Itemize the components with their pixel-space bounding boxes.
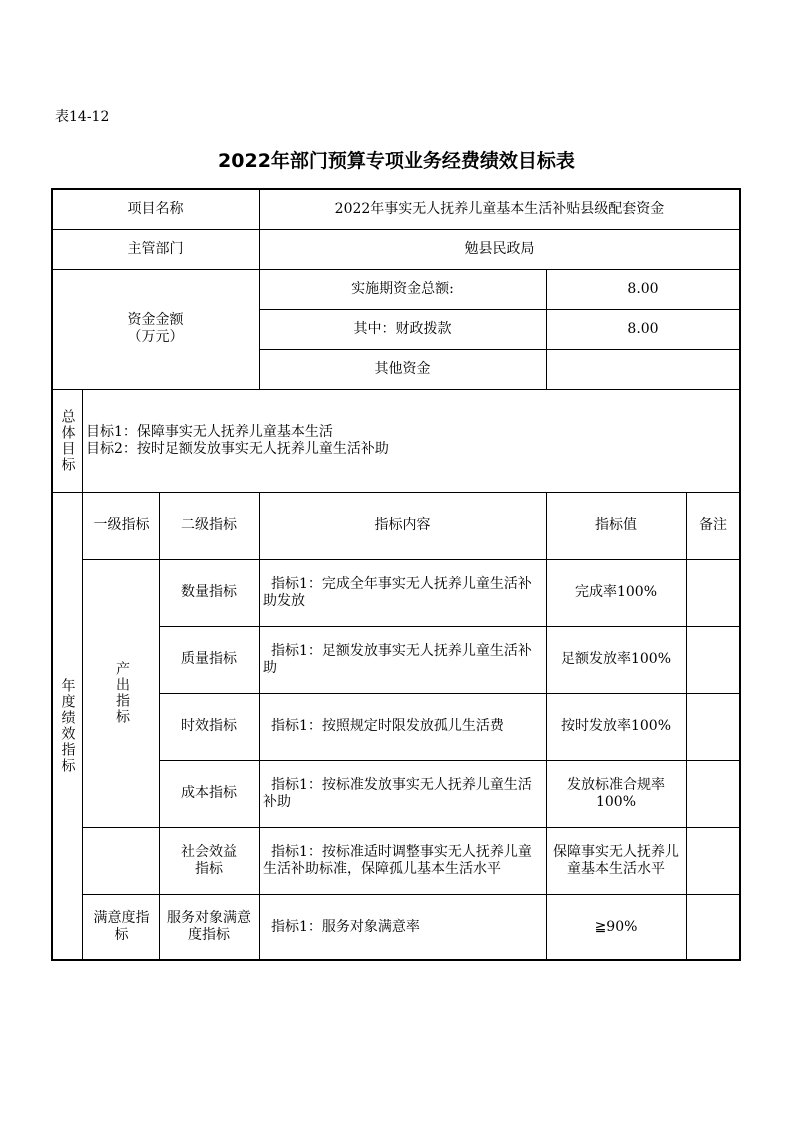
table-border [51, 188, 53, 961]
row-note [686, 559, 740, 626]
grid-line [159, 492, 160, 960]
grid-line [546, 492, 547, 960]
row-level2: 时效指标 [181, 718, 237, 734]
funds-other-value [546, 349, 740, 389]
row-level2: 成本指标 [181, 785, 237, 801]
row-level2: 社会效益指标 [181, 843, 237, 877]
header-value: 指标值 [595, 517, 637, 533]
table-number: 表14-12 [55, 109, 110, 125]
row-note [686, 626, 740, 693]
grid-line [159, 693, 741, 694]
header-note: 备注 [699, 517, 727, 533]
grid-line [259, 188, 260, 390]
funds-total-label: 实施期资金总额: [351, 280, 454, 297]
funds-label-line1: 资金金额 [127, 312, 184, 328]
funds-fiscal-label: 其中：财政拨款 [353, 320, 452, 337]
annual-indicators-label: 年度绩效指标 [59, 678, 76, 774]
header-level2: 二级指标 [181, 517, 237, 533]
overall-goal-content [84, 389, 740, 492]
header-level1: 一级指标 [93, 517, 150, 533]
row-content: 指标1：完成全年事实无人抚养儿童生活补助发放 [263, 575, 532, 609]
funds-fiscal-value: 8.00 [627, 320, 659, 337]
row-value: 足额发放率100% [560, 651, 672, 667]
grid-line [52, 269, 741, 270]
grid-line [82, 389, 83, 960]
row-content: 指标1：足额发放事实无人抚养儿童生活补助 [263, 642, 532, 676]
row-note [686, 693, 740, 760]
department-value: 勉县民政局 [464, 240, 535, 257]
row-content: 指标1：按标准发放事实无人抚养儿童生活补助 [263, 776, 532, 810]
satisfaction-content: 指标1：服务对象满意率 [271, 918, 420, 935]
funds-total-value: 8.00 [627, 280, 659, 297]
grid-line [82, 894, 741, 895]
department-label: 主管部门 [127, 240, 184, 257]
grid-line [82, 559, 741, 560]
row-note [686, 760, 740, 827]
goal-item: 目标2：按时足额发放事实无人抚养儿童生活补助 [86, 440, 389, 457]
table-border [52, 959, 741, 961]
grid-line [259, 349, 741, 350]
grid-line [159, 626, 741, 627]
row-level2: 数量指标 [181, 584, 237, 600]
row-value: 按时发放率100% [560, 718, 672, 734]
row-content: 指标1：按照规定时限发放孤儿生活费 [271, 718, 504, 734]
satisfaction-value: ≧90% [594, 918, 638, 935]
overall-goal-label: 总体目标 [59, 408, 76, 473]
grid-line [686, 492, 687, 960]
project-name-value: 2022年事实无人抚养儿童基本生活补贴县级配套资金 [334, 200, 665, 217]
row-value: 发放标准合规率100% [567, 776, 665, 810]
row-value: 完成率100% [574, 584, 658, 600]
goal-item: 目标1：保障事实无人抚养儿童基本生活 [86, 423, 333, 440]
satisfaction-note [686, 894, 740, 960]
table-border [52, 188, 741, 190]
row-level2: 质量指标 [181, 651, 237, 667]
grid-line [546, 269, 547, 390]
grid-line [259, 309, 741, 310]
row-content: 指标1：按标准适时调整事实无人抚养儿童生活补助标准，保障孤儿基本生活水平 [263, 843, 532, 877]
header-content: 指标内容 [374, 517, 431, 533]
output-indicators-label: 产出指标 [114, 661, 130, 725]
grid-line [52, 229, 741, 230]
satisfaction-level2: 服务对象满意度指标 [167, 910, 251, 943]
funds-other-label: 其他资金 [374, 360, 431, 377]
grid-line [52, 492, 741, 493]
satisfaction-level1: 满意度指标 [93, 910, 150, 943]
funds-label [52, 269, 259, 389]
row-note [686, 827, 740, 894]
grid-line [82, 827, 741, 828]
project-name-label: 项目名称 [127, 200, 184, 217]
table-border [739, 188, 741, 961]
grid-line [52, 389, 741, 390]
row-value: 保障事实无人抚养儿童基本生活水平 [553, 843, 679, 877]
grid-line [259, 492, 260, 960]
grid-line [159, 760, 741, 761]
page-title: 2022年部门预算专项业务经费绩效目标表 [218, 150, 575, 172]
funds-label-line2: （万元） [127, 329, 184, 345]
